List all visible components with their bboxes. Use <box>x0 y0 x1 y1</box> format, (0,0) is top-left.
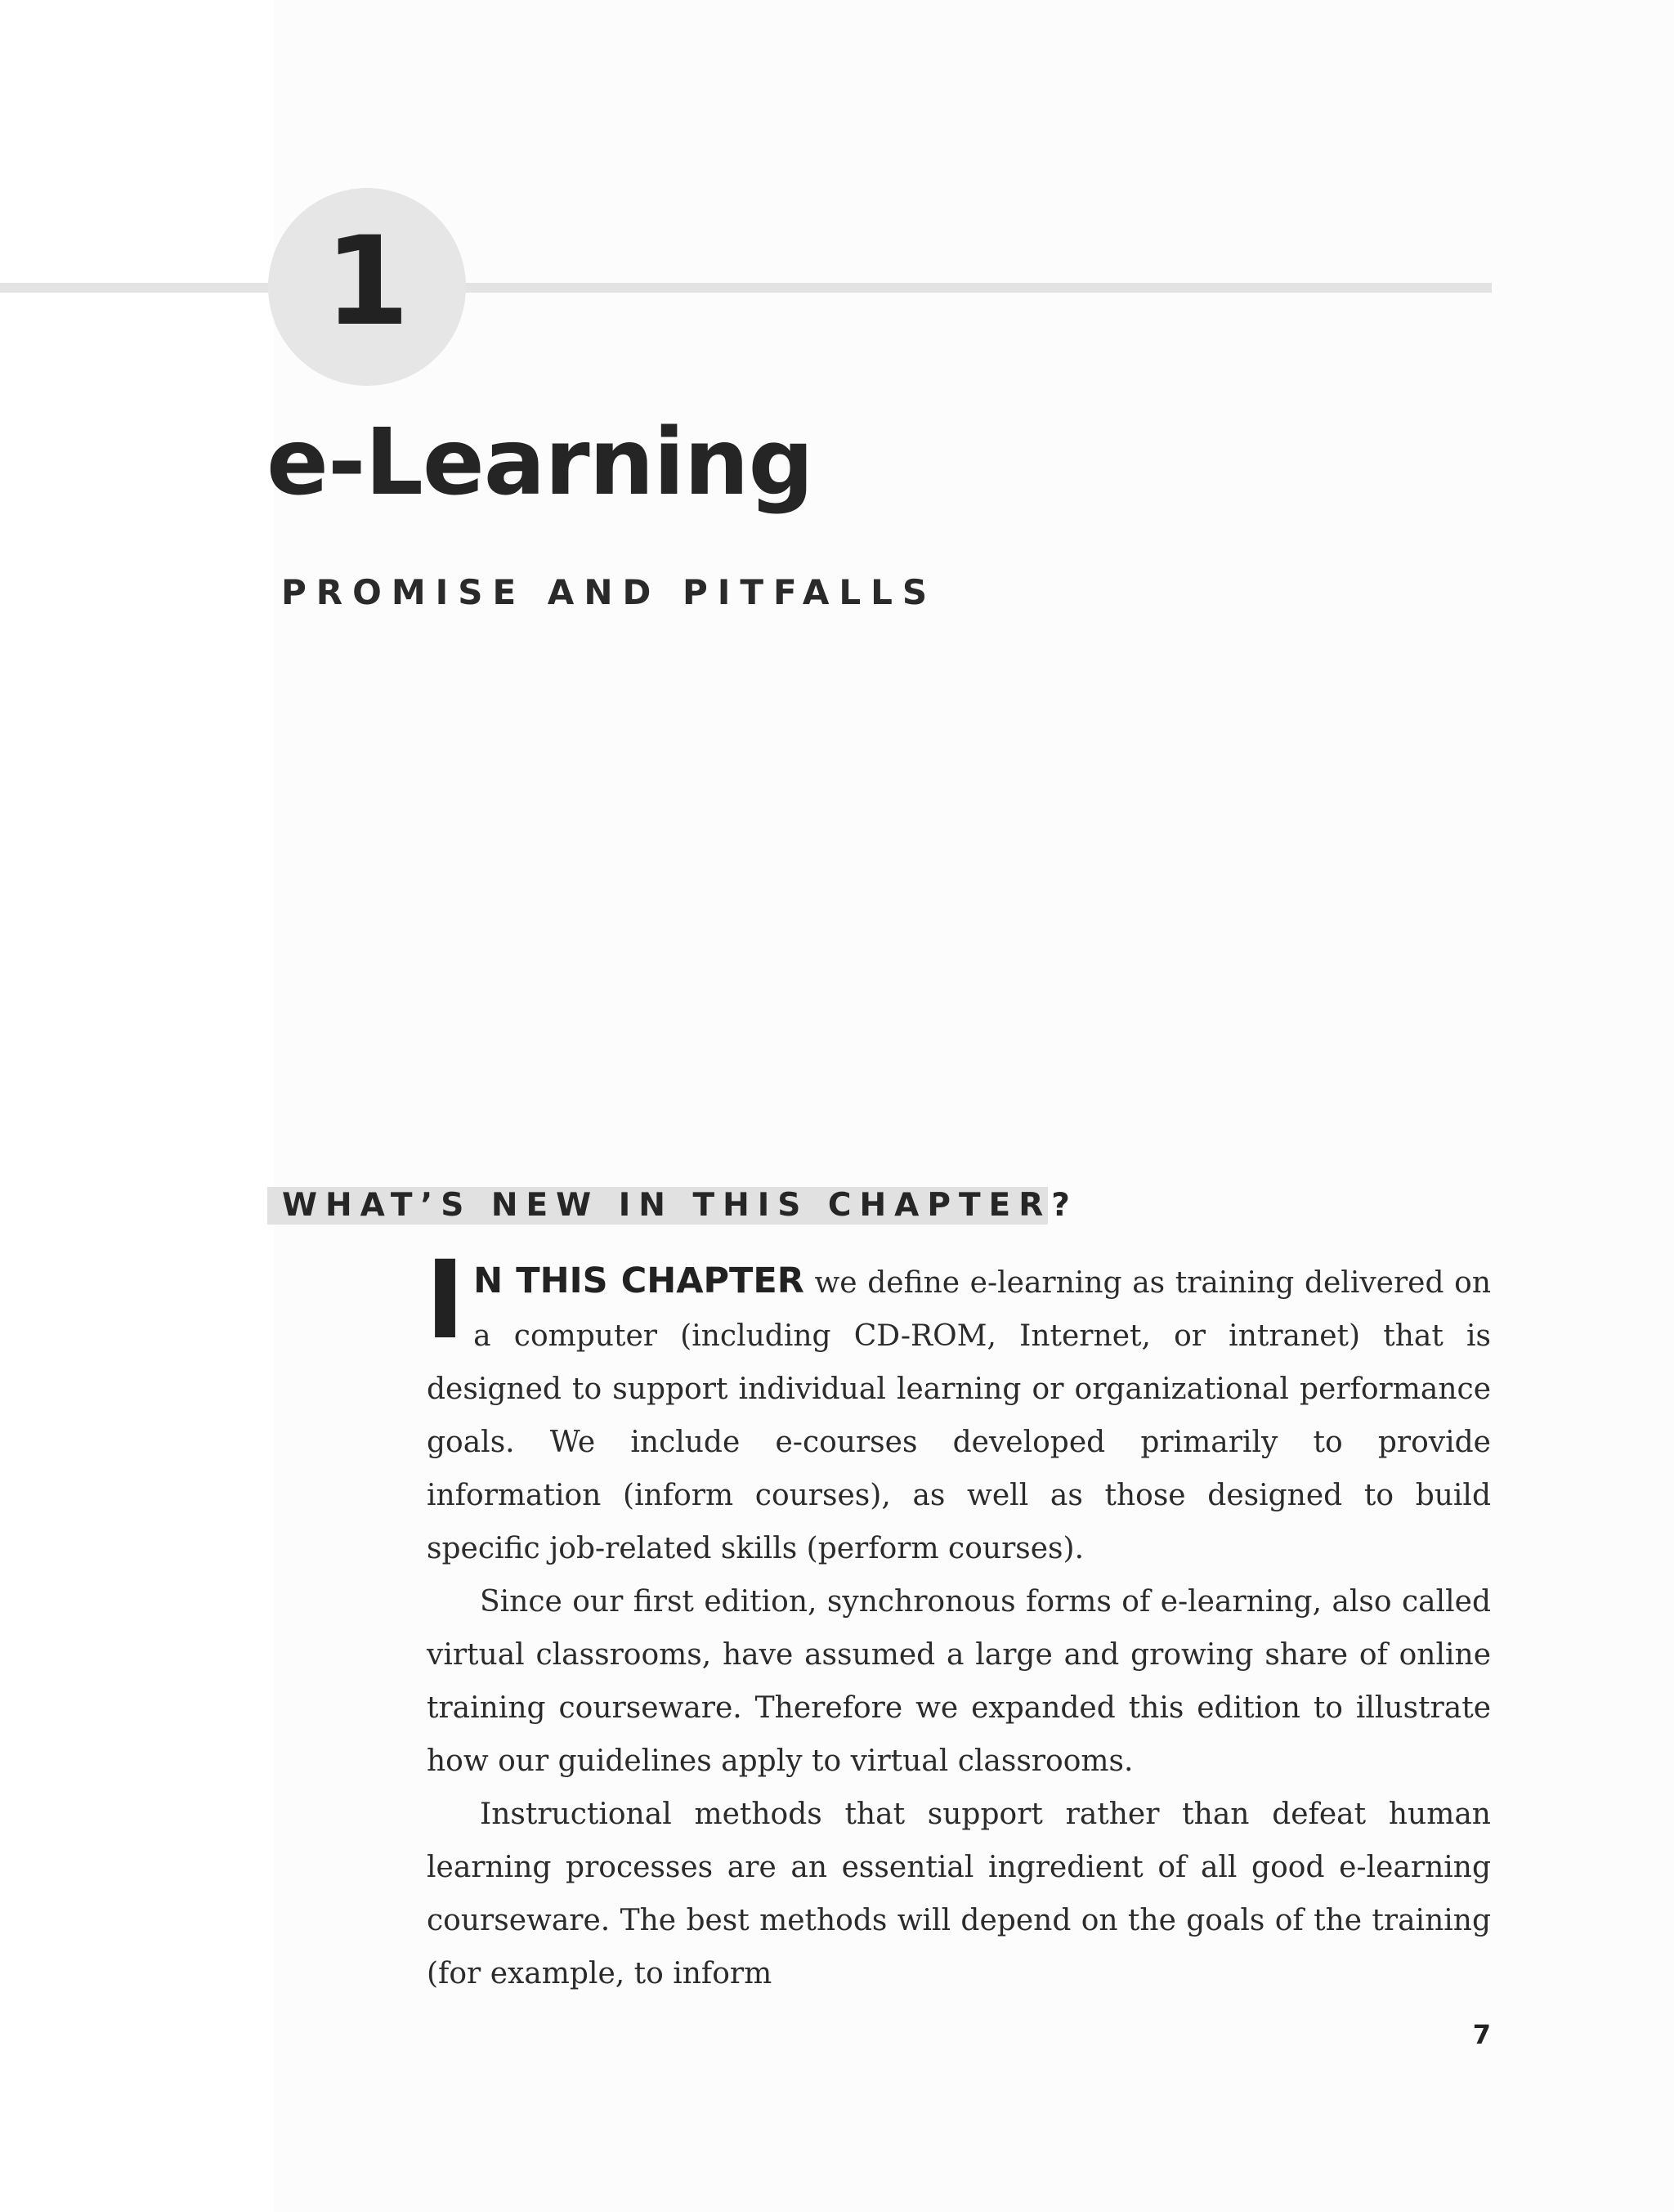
chapter-rule <box>0 283 1492 293</box>
paragraph-1 <box>425 1238 1492 1575</box>
chapter-title: e-Learning <box>266 410 813 516</box>
paragraph-1-text: we define e-learning as training delivered on a computer (including CD-ROM, Internet, or intranet) that is designed to support individual learning or organizational performance goals. We include e-courses developed primarily to provide information (inform courses), as well as those designed to build specific job-related skills (perform courses). <box>427 1266 1492 1565</box>
chapter-number: 1 <box>324 211 410 353</box>
paragraph-2: Since our first edition, synchronous forms of e-learning, also called virtual classrooms, have assumed a large and growing share of online training courseware. Therefore we expanded this edition to illustrate how our guidelines apply to virtual classrooms. <box>427 1585 1491 1778</box>
lead-in: N THIS CHAPTER <box>473 1260 804 1301</box>
drop-cap: I <box>425 1238 466 1363</box>
page-number: 7 <box>1472 2019 1491 2050</box>
chapter-subtitle: PROMISE AND PITFALLS <box>281 572 938 612</box>
section-heading <box>267 1187 1078 1225</box>
section-heading-label: WHAT’S NEW IN THIS CHAPTER? <box>282 1187 1078 1224</box>
body-text <box>425 1238 1492 2000</box>
chapter-number-badge <box>268 188 466 386</box>
paragraph-3: Instructional methods that support rather than defeat human learning processes are an essential ingredient of all good e-learning courseware. The best methods will depend on the goals of the training (for example, to inform <box>427 1798 1491 1990</box>
